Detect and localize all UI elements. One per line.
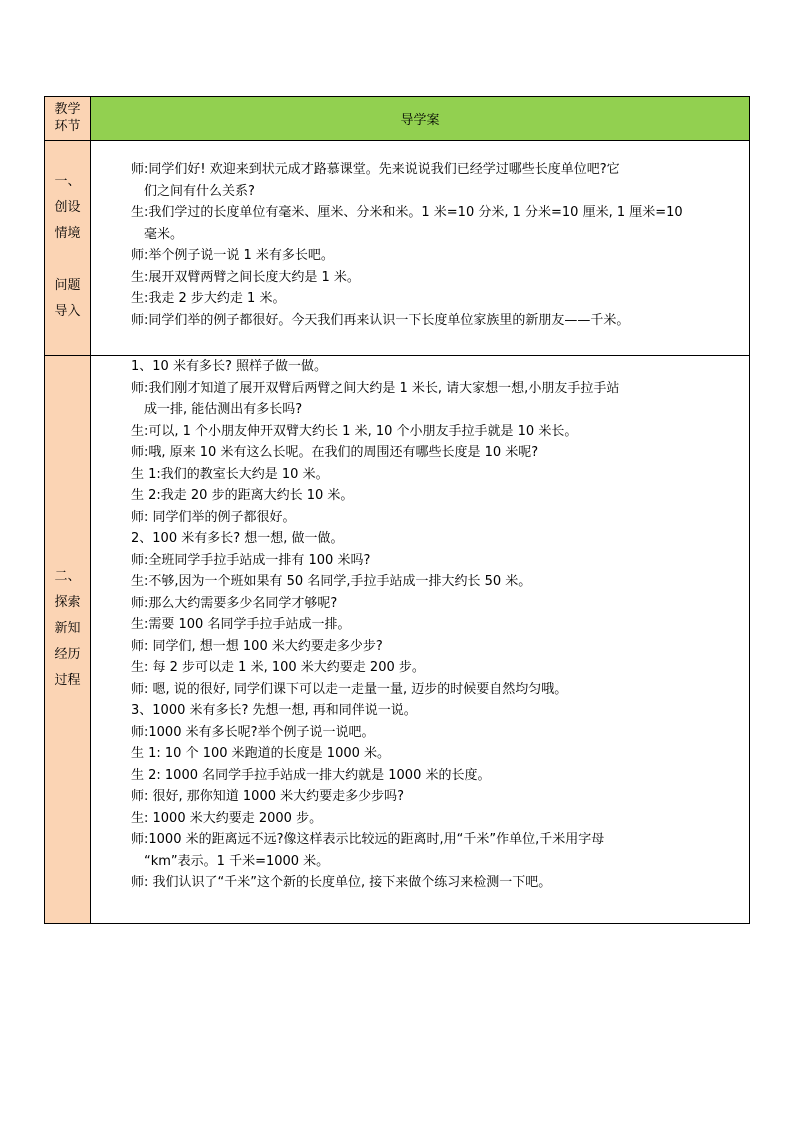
text-line: 毫米。 (144, 226, 184, 242)
text-line: 师:举个例子说一说 1 米有多长吧。 (131, 248, 334, 263)
text-line: 生:我走 2 步大约走 1 米。 (131, 291, 286, 306)
section-2-label-part: 探索 (54, 595, 81, 610)
section-1-label-number: 一、 (54, 174, 81, 189)
section-2-label-number: 二、 (54, 569, 81, 584)
header-guide-cell (91, 97, 749, 140)
section-2-text (131, 356, 743, 894)
text-line: 生 1: 10 个 100 米跑道的长度是 1000 米。 (131, 746, 391, 761)
text-line: 3、1000 米有多长? 先想一想, 再和同伴说一说。 (131, 703, 417, 718)
text-line: 生 2:我走 20 步的距离大约长 10 米。 (131, 488, 354, 503)
text-line: 师: 很好, 那你知道 1000 米大约要走多少步吗? (131, 789, 405, 804)
section-1-label-cell (45, 141, 91, 355)
label-gap (45, 247, 90, 273)
section-2-label-part: 过程 (54, 673, 81, 688)
text-line: 2、100 米有多长? 想一想, 做一做。 (131, 531, 344, 546)
text-line: 师:同学们举的例子都很好。今天我们再来认识一下长度单位家族里的新朋友——千米。 (131, 312, 630, 328)
table-header-row (45, 97, 749, 141)
section-row-1 (45, 141, 749, 356)
text-line: 成一排, 能估测出有多长吗? (144, 402, 303, 417)
text-line: 师:我们刚才知道了展开双臂后两臂之间大约是 1 米长, 请大家想一想,小朋友手拉手站 (131, 380, 620, 396)
text-line: 师:全班同学手拉手站成一排有 100 米吗? (131, 552, 371, 568)
section-1-content-cell (91, 141, 749, 355)
text-line: 师: 嗯, 说的很好, 同学们课下可以走一走量一量, 迈步的时候要自然均匀哦。 (131, 681, 568, 697)
text-line: 1、10 米有多长? 照样子做一做。 (131, 359, 327, 374)
text-line: 生:可以, 1 个小朋友伸开双臂大约长 1 米, 10 个小朋友手拉手就是 10 米长。 (131, 423, 578, 439)
text-line: 师: 我们认识了“千米”这个新的长度单位, 接下来做个练习来检测一下吧。 (131, 875, 552, 890)
header-stage-label-line2: 环节 (54, 119, 81, 134)
text-line: 生:我们学过的长度单位有毫米、厘米、分米和米。1 米=10 分米, 1 分米=10 厘米, 1 厘米=10 (131, 205, 683, 220)
text-line: 师:1000 米的距离远不远?像这样表示比较远的距离时,用“千米”作单位,千米用字母 (131, 832, 605, 847)
text-line: 师: 同学们举的例子都很好。 (131, 509, 296, 525)
text-line: 生: 1000 米大约要走 2000 步。 (131, 810, 323, 826)
text-line: 生 2: 1000 名同学手拉手站成一排大约就是 1000 米的长度。 (131, 767, 491, 783)
text-line: 生 1:我们的教室长大约是 10 米。 (131, 466, 329, 482)
section-1-label-part: 创设 (54, 200, 81, 215)
text-line: 生:需要 100 名同学手拉手站成一排。 (131, 617, 351, 632)
section-row-2 (45, 356, 749, 923)
section-1-label-part: 导入 (54, 304, 81, 319)
section-2-label-part: 新知 (54, 621, 81, 636)
text-line: 生:展开双臂两臂之间长度大约是 1 米。 (131, 269, 360, 285)
text-line: 生: 每 2 步可以走 1 米, 100 米大约要走 200 步。 (131, 660, 425, 675)
section-1-label-part: 问题 (54, 278, 81, 293)
text-line: 师: 同学们, 想一想 100 米大约要走多少步? (131, 638, 383, 654)
section-1-text (131, 159, 743, 331)
text-line: 们之间有什么关系? (144, 183, 255, 199)
text-line: 师:哦, 原来 10 米有这么长呢。在我们的周围还有哪些长度是 10 米呢? (131, 445, 539, 460)
header-stage-cell (45, 97, 91, 140)
text-line: 师:那么大约需要多少名同学才够呢? (131, 595, 338, 611)
lesson-table (44, 96, 750, 924)
text-line: 师:1000 米有多长呢?举个例子说一说吧。 (131, 724, 375, 740)
header-guide-label: 导学案 (400, 113, 440, 128)
text-line: 生:不够,因为一个班如果有 50 名同学,手拉手站成一排大约长 50 米。 (131, 574, 532, 589)
section-1-label-part: 情境 (54, 226, 81, 241)
text-line: 师:同学们好! 欢迎来到状元成才路慕课堂。先来说说我们已经学过哪些长度单位吧?它 (131, 162, 620, 177)
text-line: “km”表示。1 千米=1000 米。 (144, 853, 330, 869)
header-stage-label-line1: 教学 (54, 102, 81, 117)
section-2-label-cell (45, 356, 91, 923)
section-2-label-part: 经历 (54, 647, 81, 662)
section-2-content-cell (91, 356, 749, 923)
